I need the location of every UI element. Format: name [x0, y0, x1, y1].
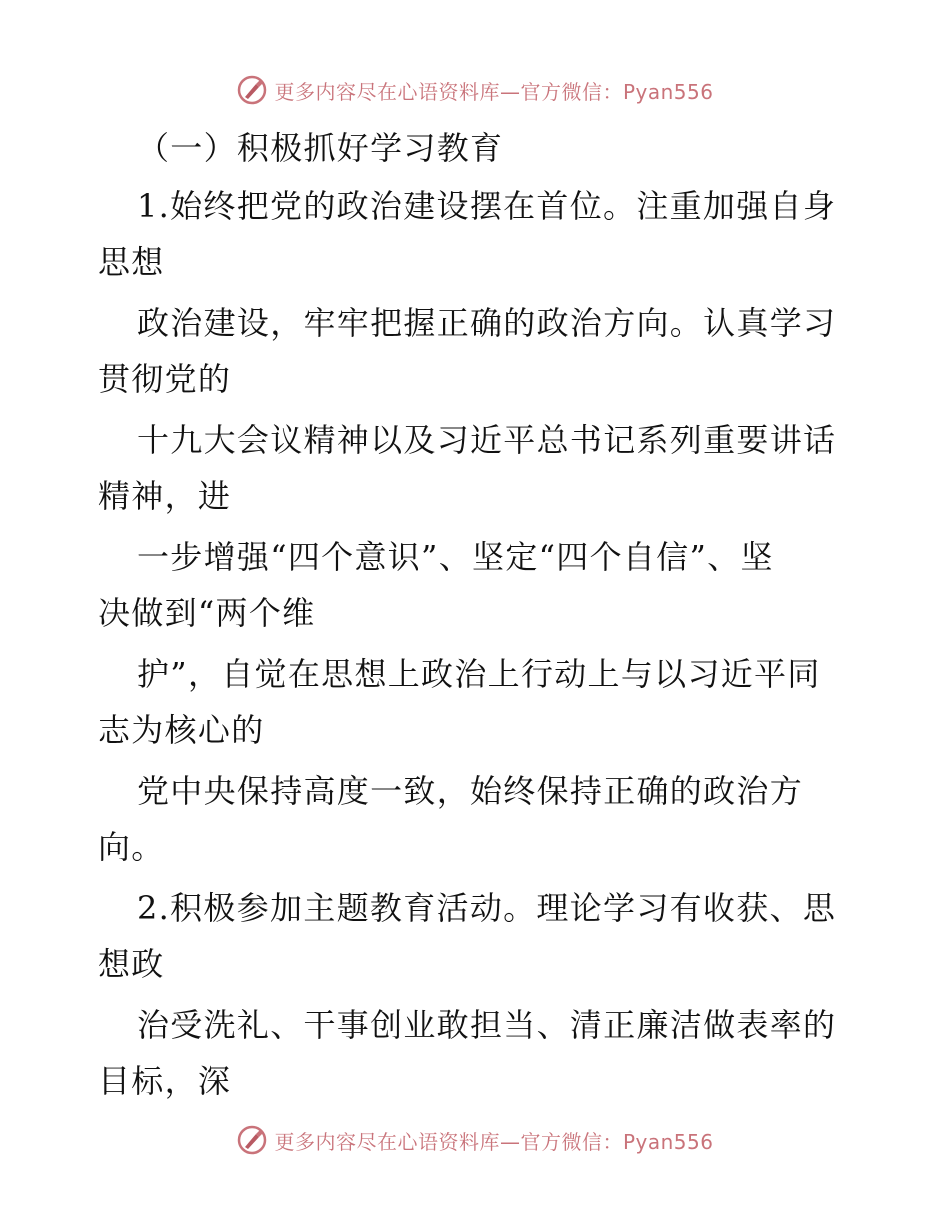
paragraph-line: 决做到“两个维 — [98, 594, 316, 632]
paragraph-line: 政治建设，牢牢把握正确的政治方向。认真学习 — [137, 304, 837, 342]
watermark-text: 更多内容尽在心语资料库—官方微信：Pyan556 — [274, 1129, 714, 1154]
paragraph-line: 护”，自觉在思想上政治上行动上与以习近平同 — [137, 655, 821, 693]
paragraph-line: 一步增强“四个意识”、坚定“四个自信”、坚 — [137, 538, 774, 576]
paragraph-line: 十九大会议精神以及习近平总书记系列重要讲话 — [137, 421, 837, 459]
watermark-text: 更多内容尽在心语资料库—官方微信：Pyan556 — [274, 79, 714, 104]
header-watermark — [0, 70, 950, 110]
fountain-pen-logo-icon — [236, 74, 268, 106]
paragraph-line: 志为核心的 — [98, 711, 265, 749]
paragraph-line: 想政 — [98, 945, 165, 983]
paragraph-line: 1.始终把党的政治建设摆在首位。注重加强自身 — [137, 187, 837, 225]
paragraph-line: 治受洗礼、干事创业敢担当、清正廉洁做表率的 — [137, 1006, 837, 1044]
section-heading: （一）积极抓好学习教育 — [137, 129, 504, 167]
footer-watermark — [0, 1120, 950, 1160]
paragraph-line: 贯彻党的 — [98, 360, 232, 398]
paragraph-line: 党中央保持高度一致，始终保持正确的政治方 — [137, 772, 804, 810]
fountain-pen-logo-icon — [236, 1124, 268, 1156]
paragraph-line: 向。 — [98, 828, 165, 866]
paragraph-line: 目标，深 — [98, 1062, 232, 1100]
paragraph-line: 2.积极参加主题教育活动。理论学习有收获、思 — [137, 889, 837, 927]
paragraph-line: 精神，进 — [98, 477, 232, 515]
paragraph-line: 思想 — [98, 243, 165, 281]
